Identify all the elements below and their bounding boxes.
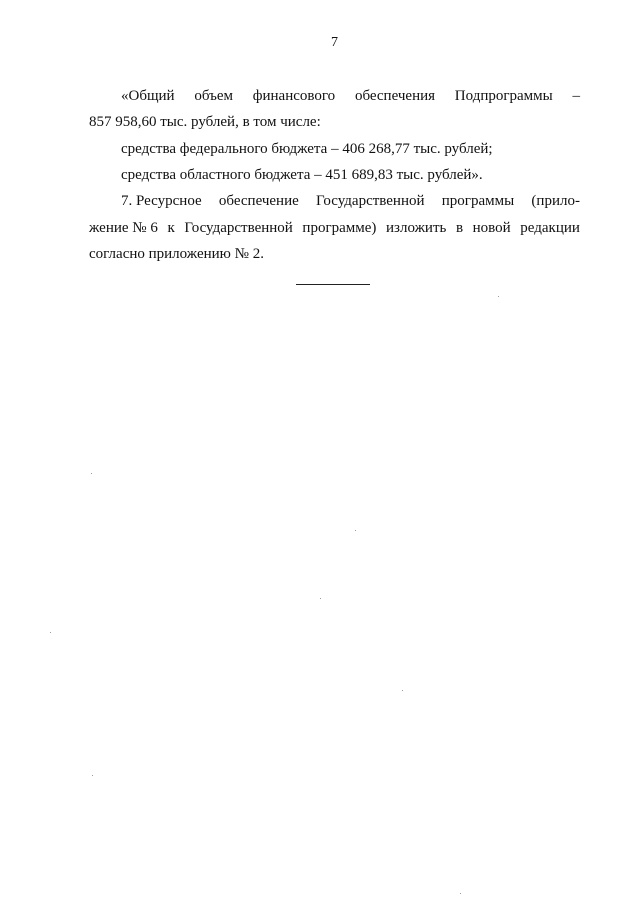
word: обеспечение xyxy=(218,193,299,209)
word: Государственной xyxy=(184,220,293,236)
word: Подпрограммы xyxy=(454,88,553,104)
scan-speck xyxy=(92,775,93,776)
word: 7. Ресурсное xyxy=(121,193,202,209)
paragraph-7-line-3: согласно приложению № 2. xyxy=(89,246,264,262)
word: финансового xyxy=(252,88,336,104)
word: «Общий xyxy=(121,88,175,104)
paragraph-total-funding-line-1 xyxy=(121,88,580,105)
word: к xyxy=(167,220,175,236)
word: новой xyxy=(472,220,511,236)
paragraph-7-line-2 xyxy=(89,220,580,237)
word: в xyxy=(455,220,464,236)
scan-speck xyxy=(91,473,92,474)
word: программе) xyxy=(302,220,377,236)
scan-speck xyxy=(402,690,403,691)
scan-speck xyxy=(50,632,51,633)
word: (прило- xyxy=(531,193,580,209)
regional-budget-line: средства областного бюджета – 451 689,83 тыс. рублей». xyxy=(121,167,483,183)
scan-speck xyxy=(355,530,356,531)
page-number: 7 xyxy=(331,35,338,50)
word: – xyxy=(572,88,580,104)
paragraph-7-line-1 xyxy=(121,193,580,210)
word: изложить xyxy=(386,220,447,236)
word: редакции xyxy=(520,220,580,236)
word: обеспечения xyxy=(354,88,436,104)
word: жение № 6 xyxy=(89,220,158,236)
scan-speck xyxy=(320,598,321,599)
scan-speck xyxy=(498,296,499,297)
word: программы xyxy=(441,193,515,209)
federal-budget-line: средства федерального бюджета – 406 268,77 тыс. рублей; xyxy=(121,141,493,157)
paragraph-total-funding-line-2: 857 958,60 тыс. рублей, в том числе: xyxy=(89,114,321,130)
closing-divider xyxy=(296,284,370,285)
word: Государственной xyxy=(316,193,425,209)
scan-speck xyxy=(460,893,461,894)
word: объем xyxy=(194,88,234,104)
